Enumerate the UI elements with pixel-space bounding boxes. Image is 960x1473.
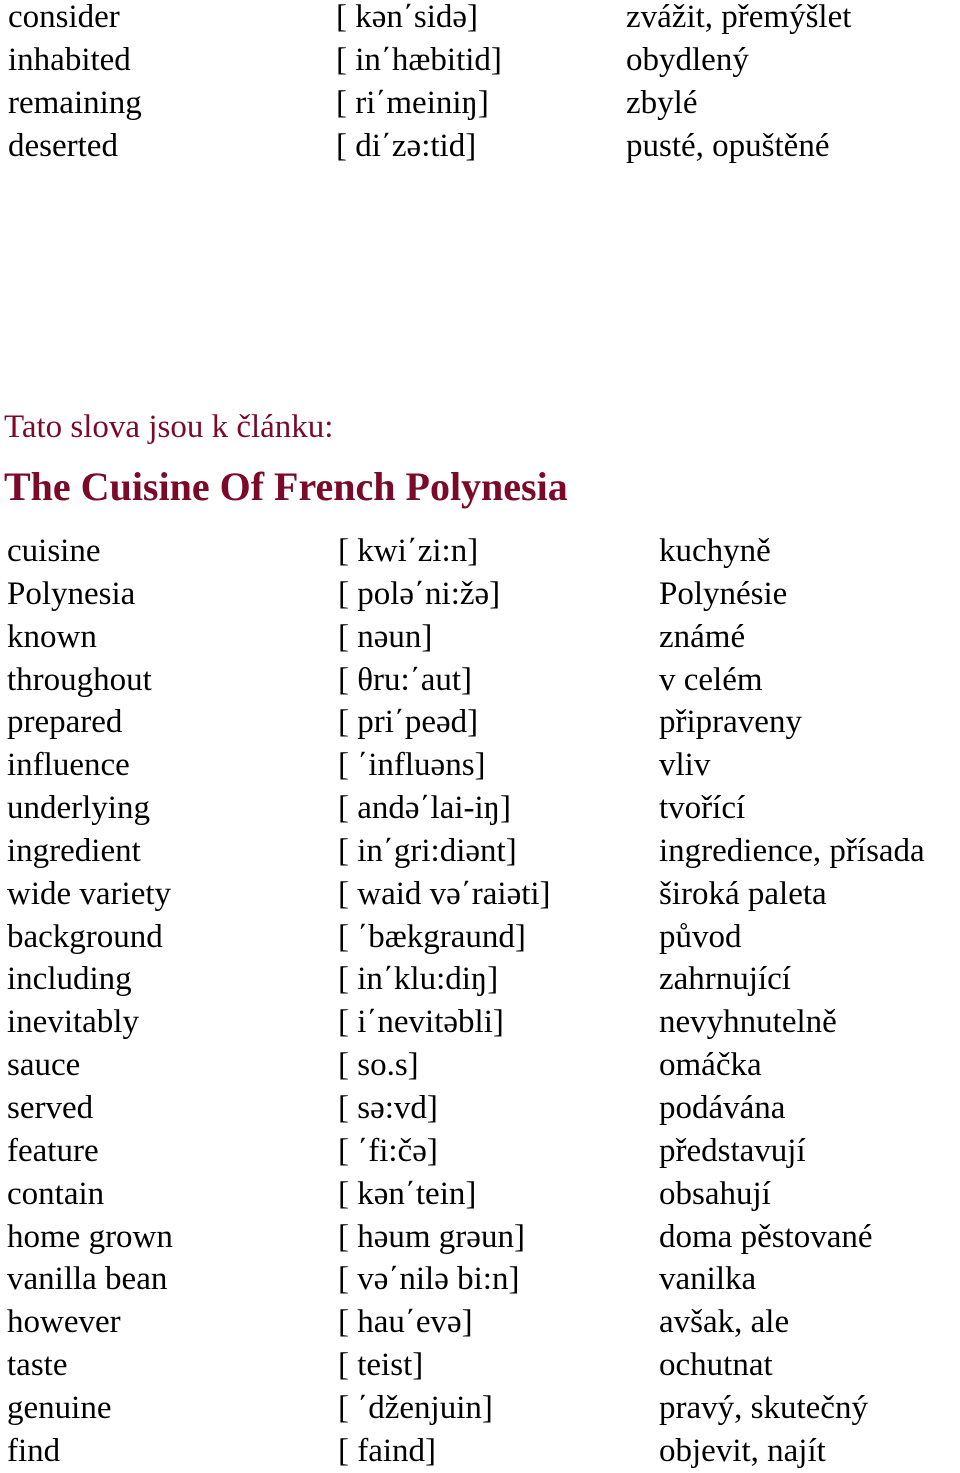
vocab-pronunciation: [ pri΄peəd] <box>338 704 479 741</box>
vocab-word: remaining <box>8 84 142 121</box>
vocab-word: genuine <box>7 1389 112 1426</box>
vocab-row <box>0 1087 960 1130</box>
vocab-translation: zbylé <box>626 84 698 121</box>
vocab-pronunciation: [ θru:΄aut] <box>338 661 472 698</box>
vocab-translation: pusté, opuštěné <box>626 127 830 164</box>
vocab-translation: v celém <box>659 661 763 698</box>
vocab-row <box>0 1173 960 1216</box>
vocab-row <box>0 1430 960 1473</box>
vocab-pronunciation: [ nəun] <box>338 618 433 655</box>
vocab-translation: obsahují <box>659 1175 771 1212</box>
vocab-row <box>0 1258 960 1301</box>
vocab-row <box>0 830 960 873</box>
vocab-word: cuisine <box>7 533 101 569</box>
vocab-translation: objevit, najít <box>659 1432 826 1469</box>
vocab-row <box>0 873 960 916</box>
vocab-pronunciation: [ ΄dženjuin] <box>338 1389 493 1426</box>
vocab-pronunciation: [ in΄hæbitid] <box>336 41 502 78</box>
vocab-row <box>0 1130 960 1173</box>
vocab-pronunciation: [ ΄fi:čə] <box>338 1132 438 1169</box>
vocab-translation: ingredience, přísada <box>659 832 925 869</box>
vocab-translation: obydlený <box>626 41 749 78</box>
vocab-row <box>0 787 960 830</box>
vocab-translation: podávána <box>659 1089 786 1126</box>
vocab-word: ingredient <box>7 832 141 869</box>
vocab-word: wide variety <box>7 875 172 912</box>
vocab-row <box>0 1216 960 1259</box>
vocab-pronunciation: [ andə΄lai-iŋ] <box>338 790 511 827</box>
vocab-pronunciation: [ ΄influəns] <box>338 747 486 784</box>
vocab-pronunciation: [ so.s] <box>338 1047 419 1084</box>
vocab-translation: zvážit, přemýšlet <box>626 0 852 35</box>
vocab-pronunciation: [ faind] <box>338 1432 437 1469</box>
vocab-row <box>0 82 960 125</box>
vocab-word: inevitably <box>7 1004 139 1041</box>
vocab-row <box>0 530 960 573</box>
vocab-translation: známé <box>659 618 746 655</box>
vocab-word: contain <box>7 1175 105 1212</box>
top-vocabulary-table <box>0 0 960 167</box>
vocab-word: throughout <box>7 661 152 698</box>
vocab-translation: nevyhnutelně <box>659 1004 837 1041</box>
vocab-row <box>0 125 960 168</box>
vocab-pronunciation: [ kən΄sidə] <box>336 0 479 35</box>
vocab-translation: avšak, ale <box>659 1304 790 1341</box>
vocab-row <box>0 701 960 744</box>
vocab-row <box>0 958 960 1001</box>
vocab-row <box>0 0 960 39</box>
vocab-pronunciation: [ kən΄tein] <box>338 1175 477 1212</box>
vocab-word: background <box>7 918 163 955</box>
vocab-translation: původ <box>659 918 742 955</box>
vocab-row <box>0 616 960 659</box>
vocab-word: underlying <box>7 790 150 827</box>
vocab-row <box>0 1301 960 1344</box>
vocab-row <box>0 1344 960 1387</box>
vocab-pronunciation: [ i΄nevitəbli] <box>338 1004 504 1041</box>
vocab-pronunciation: [ hau΄evə] <box>338 1304 473 1341</box>
vocab-word: home grown <box>7 1218 173 1255</box>
vocab-pronunciation: [ polə΄ni:žə] <box>338 575 501 612</box>
vocab-pronunciation: [ in΄gri:diənt] <box>338 832 517 869</box>
article-title: The Cuisine Of French Polynesia <box>4 464 568 509</box>
vocab-pronunciation: [ ri΄meiniŋ] <box>336 84 489 121</box>
vocab-word: vanilla bean <box>7 1261 168 1298</box>
vocab-row <box>0 659 960 702</box>
vocab-word: prepared <box>7 704 123 741</box>
vocab-translation: vliv <box>659 747 711 784</box>
vocab-row <box>0 744 960 787</box>
vocab-word: served <box>7 1089 94 1126</box>
vocab-translation: připraveny <box>659 704 802 741</box>
vocab-pronunciation: [ sə:vd] <box>338 1089 438 1126</box>
vocab-pronunciation: [ kwi΄zi:n] <box>338 533 479 569</box>
vocab-row <box>0 1001 960 1044</box>
vocab-word: known <box>7 618 97 655</box>
vocab-pronunciation: [ həum grəun] <box>338 1218 525 1255</box>
vocab-word: however <box>7 1304 121 1341</box>
vocab-pronunciation: [ in΄klu:diŋ] <box>338 961 499 998</box>
vocab-word: influence <box>7 747 130 784</box>
vocab-translation: doma pěstované <box>659 1218 873 1255</box>
vocab-pronunciation: [ və΄nilə bi:n] <box>338 1261 520 1298</box>
vocab-word: consider <box>8 0 120 35</box>
vocab-translation: zahrnující <box>659 961 791 998</box>
vocab-pronunciation: [ ΄bækgraund] <box>338 918 526 955</box>
vocab-pronunciation: [ waid və΄raiəti] <box>338 875 551 912</box>
vocab-word: including <box>7 961 132 998</box>
vocab-row <box>0 39 960 82</box>
vocab-word: sauce <box>7 1047 81 1084</box>
main-vocabulary-table <box>0 530 960 1473</box>
vocab-row <box>0 573 960 616</box>
vocab-word: inhabited <box>8 41 131 78</box>
vocab-row <box>0 1044 960 1087</box>
vocab-translation: široká paleta <box>659 875 827 912</box>
vocab-translation: tvořící <box>659 790 746 827</box>
vocab-translation: Polynésie <box>659 575 788 612</box>
vocab-word: taste <box>7 1347 68 1384</box>
vocab-translation: omáčka <box>659 1047 762 1084</box>
article-intro: Tato slova jsou k článku: <box>4 409 334 445</box>
vocab-translation: vanilka <box>659 1261 757 1298</box>
vocab-word: deserted <box>8 127 118 164</box>
vocab-word: feature <box>7 1132 99 1169</box>
vocab-pronunciation: [ teist] <box>338 1347 424 1384</box>
vocab-translation: kuchyně <box>659 533 771 569</box>
vocab-translation: ochutnat <box>659 1347 773 1384</box>
vocab-row <box>0 916 960 959</box>
vocab-translation: pravý, skutečný <box>659 1389 868 1426</box>
vocab-translation: představují <box>659 1132 806 1169</box>
vocab-pronunciation: [ di΄zə:tid] <box>336 127 477 164</box>
vocab-word: find <box>7 1432 61 1469</box>
vocab-word: Polynesia <box>7 575 136 612</box>
vocab-row <box>0 1387 960 1430</box>
